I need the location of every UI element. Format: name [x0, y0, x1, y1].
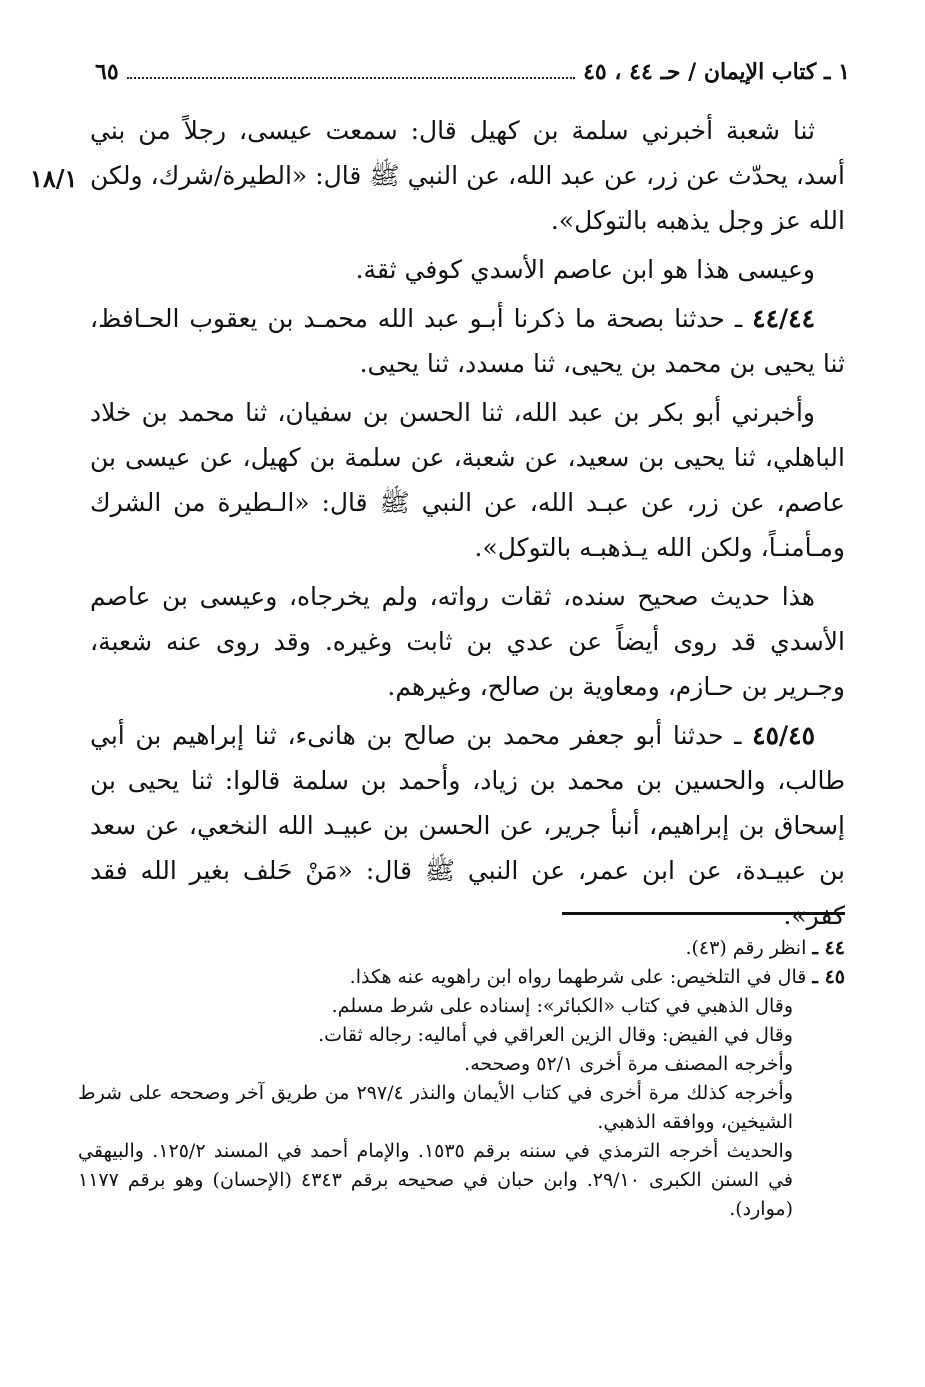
- hadith-44: [90, 296, 845, 386]
- running-header: [95, 52, 850, 92]
- hadith-number: ٤٥/٤٥: [752, 721, 815, 750]
- footnote-44: [78, 934, 845, 963]
- paragraph: هذا حديث صحيح سنده، ثقات رواته، ولم يخرجاه، وعيسى بن عاصم الأسدي قد روى أيضاً عن عدي بن ثابت وغيره. وقد روى عنه شعبة، وجـرير بن حـازم، ومعاوية بن صالح، وغيرهم.: [90, 582, 845, 701]
- footnotes: [78, 934, 845, 1224]
- footnote-separator: [562, 912, 845, 915]
- hadith-45: [90, 713, 845, 938]
- hadith-text: ـ حدثنا بصحة ما ذكرنا أبـو عبد الله محمـد بن يعقوب الحـافظ، ثنا يحيى بن محمد بن يحيى، ثنا مسدد، ثنا يحيى.: [90, 304, 845, 378]
- footnote-line: وقال في الفيض: وقال الزين العراقي في أماليه: رجاله ثقات.: [318, 1024, 793, 1046]
- footnote-line: وأخرجه المصنف مرة أخرى ٥٢/١ وصححه.: [464, 1053, 793, 1075]
- leader-dots: [127, 77, 575, 79]
- footnote-text: انظر رقم (٤٣).: [685, 937, 807, 959]
- hadith-text: ـ حدثنا أبو جعفر محمد بن صالح بن هانىء، ثنا إبراهيم بن أبي طالب، والحسين بن محمد بن زياد، وأحمد بن سلمة قالوا: ثنا يحيى بن إسحاق بن إبراهيم، أنبأ جرير، عن الحسن بن عبيـد الله النخعي، عن سعد بن عبيـدة، عن ابن عمر، عن النبي ﷺ قال: «مَنْ حَلف بغير الله فقد كفر».: [90, 721, 845, 930]
- footnote-text: قال في التلخيص: على شرطهما رواه ابن راهويه عنه هكذا.: [349, 966, 807, 988]
- margin-reference: ١٨/١: [30, 164, 78, 193]
- hadith-number: ٤٤/٤٤: [752, 304, 816, 333]
- footnote-line: والحديث أخرجه الترمذي في سننه برقم ١٥٣٥. والإمام أحمد في المسند ١٢٥/٢. والبيهقي في السنن الكبرى ٢٩/١٠. وابن حبان في صحيحه برقم ٤٣٤٣ (الإحسان) وهو برقم ١١٧٧ (موارد).: [78, 1140, 793, 1220]
- footnote-number: ٤٥ ـ: [812, 966, 845, 988]
- paragraph: وعيسى هذا هو ابن عاصم الأسدي كوفي ثقة.: [355, 255, 815, 284]
- paragraph: ثنا شعبة أخبرني سلمة بن كهيل قال: سمعت عيسى، رجلاً من بني أسد، يحدّث عن زر، عن عبد الله، عن النبي ﷺ قال: «الطيرة/شرك، ولكن الله عز وجل يذهبه بالتوكل».: [90, 116, 845, 235]
- footnote-line: وأخرجه كذلك مرة أخرى في كتاب الأيمان والنذر ٢٩٧/٤ من طريق آخر وصححه على شرط الشيخين، ووافقه الذهبي.: [78, 1082, 793, 1133]
- footnote-45: [78, 963, 845, 992]
- footnote-number: ٤٤ ـ: [812, 937, 845, 959]
- paragraph: وأخبرني أبو بكر بن عبد الله، ثنا الحسن بن سفيان، ثنا محمد بن خلاد الباهلي، ثنا يحيى بن سعيد، عن شعبة، عن سلمة بن كهيل، عن عيسى بن عاصم، عن زر، عن عبـد الله، عن النبي ﷺ قال: «الـطيرة من الشرك ومـأمنـاً، ولكن الله يـذهبـه بالتوكل».: [90, 398, 845, 562]
- footnote-line: وقال الذهبي في كتاب «الكبائر»: إسناده على شرط مسلم.: [331, 995, 793, 1017]
- page-number: ٦٥: [95, 59, 119, 85]
- running-title: ١ ـ كتاب الإيمان / حـ ٤٤ ، ٤٥: [583, 59, 850, 85]
- main-text: [90, 108, 845, 942]
